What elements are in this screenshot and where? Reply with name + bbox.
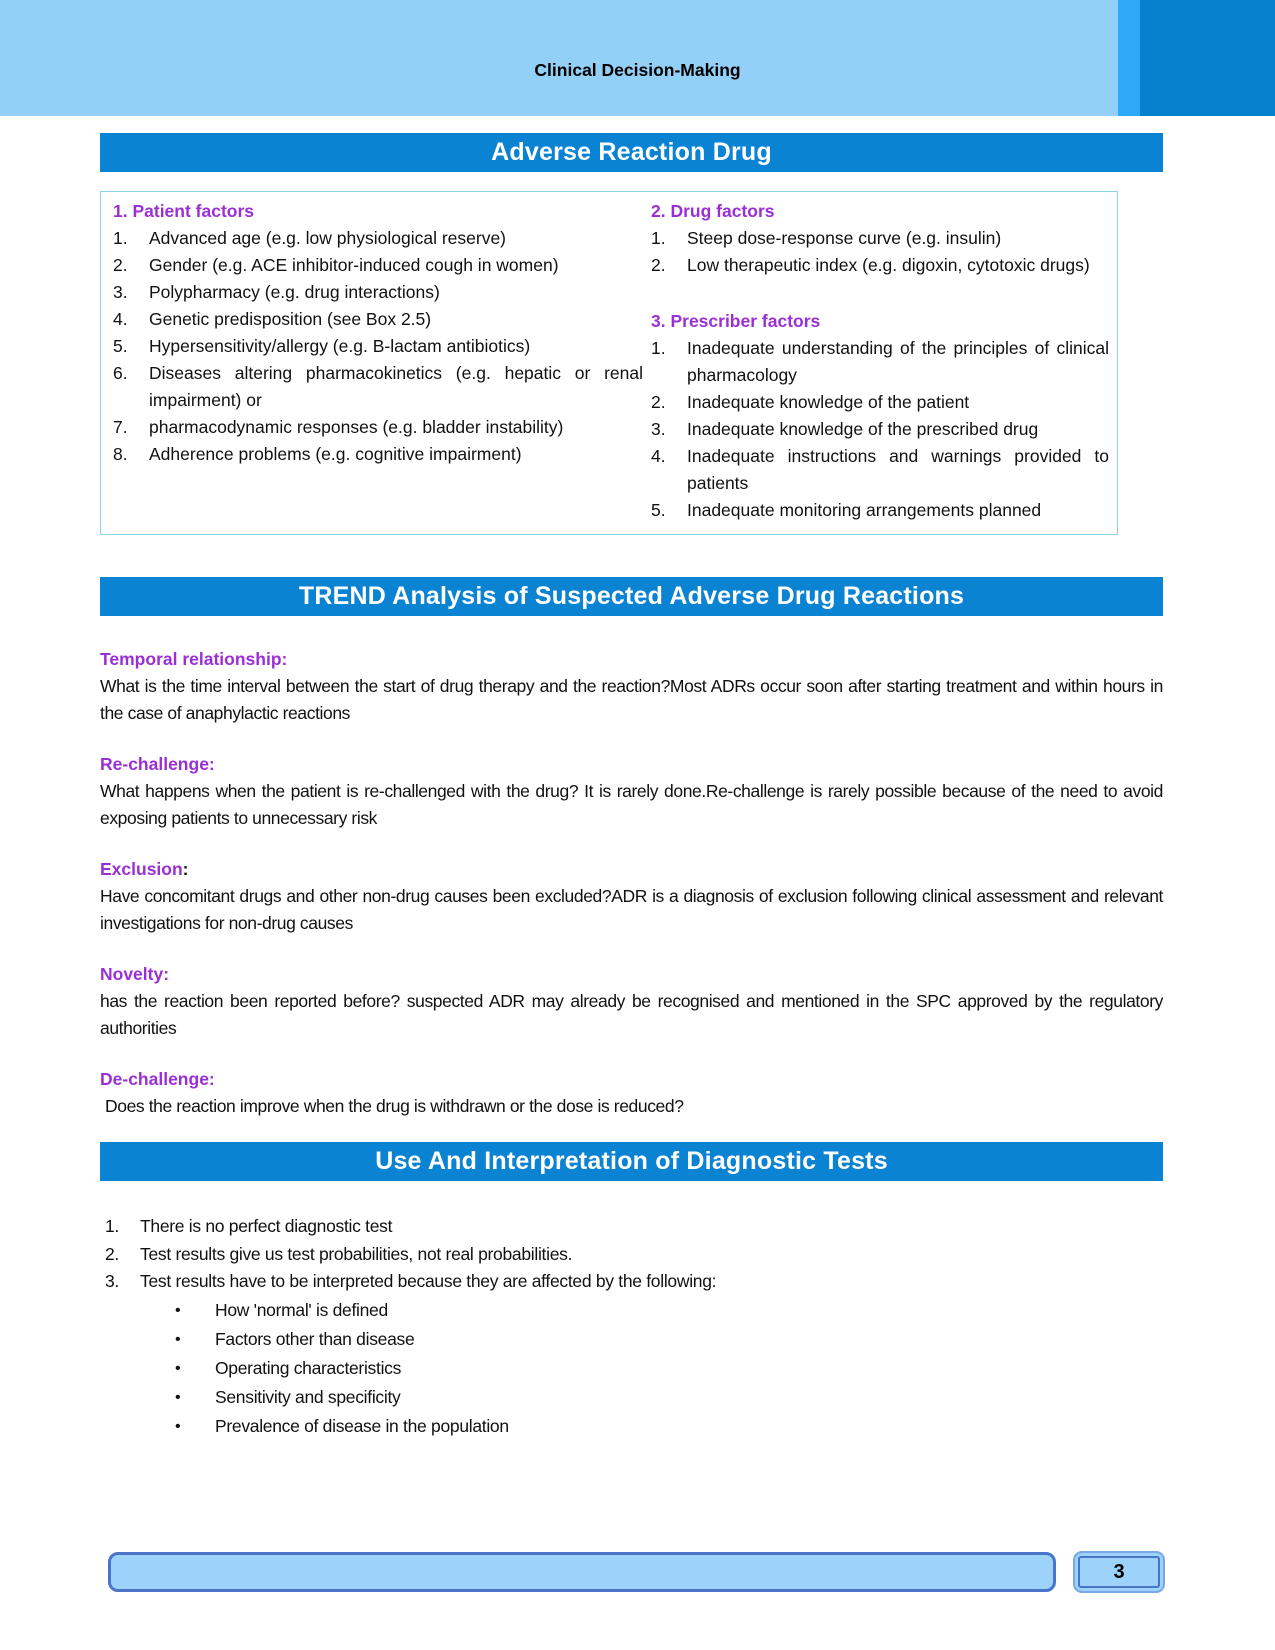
- bullet-item-text: How 'normal' is defined: [215, 1299, 388, 1320]
- trend-heading-dechallenge: [100, 1066, 1163, 1093]
- list-item-number: 8.: [113, 444, 128, 464]
- page-header: [0, 0, 1275, 116]
- patient-factor-item: [113, 225, 643, 252]
- list-item-text: Inadequate knowledge of the prescribed drug: [687, 419, 1039, 439]
- page-content: [100, 116, 1163, 1441]
- list-item-text: Test results give us test probabilities, not real probabilities.: [140, 1243, 573, 1264]
- trend-heading-novelty: [100, 961, 1163, 988]
- list-item-text: Steep dose-response curve (e.g. insulin): [687, 228, 1002, 248]
- bullet-item-text: Factors other than disease: [215, 1328, 415, 1349]
- list-item-text: Hypersensitivity/allergy (e.g. B-lactam antibiotics): [149, 336, 531, 356]
- list-item-number: 3.: [105, 1271, 119, 1291]
- list-item-text: Low therapeutic index (e.g. digoxin, cytotoxic drugs): [687, 255, 1090, 275]
- bullet-icon: •: [175, 1417, 181, 1435]
- diagnostic-list-item: [100, 1213, 1163, 1241]
- list-item-number: 4.: [113, 309, 128, 329]
- list-item-number: 3.: [113, 282, 128, 302]
- bullet-item-text: Sensitivity and specificity: [215, 1386, 401, 1407]
- trend-heading-rechallenge: [100, 751, 1163, 778]
- patient-factor-item: [113, 252, 643, 279]
- bullet-item-text: Prevalence of disease in the population: [215, 1415, 509, 1436]
- header-corner-block: [1140, 0, 1275, 116]
- diagnostic-list-item: [100, 1241, 1163, 1269]
- section-banner-trend: TREND Analysis of Suspected Adverse Drug Reactions: [100, 577, 1163, 616]
- list-item-text: Gender (e.g. ACE inhibitor-induced cough in women): [149, 255, 559, 275]
- trend-section-exclusion: [100, 856, 1163, 937]
- list-item-number: 7.: [113, 417, 128, 437]
- patient-factor-item: [113, 279, 643, 306]
- patient-factor-item: [113, 360, 643, 414]
- list-item-text: Adherence problems (e.g. cognitive impairment): [149, 444, 522, 464]
- list-item-number: 1.: [651, 228, 666, 248]
- trend-body-rechallenge: What happens when the patient is re-challenged with the drug? It is rarely done.Re-challenge is rarely possible because of the need to avoid exposing patients to unnecessary risk: [100, 781, 1163, 828]
- list-item-text: Advanced age (e.g. low physiological reserve): [149, 228, 506, 248]
- trend-section-temporal: [100, 646, 1163, 727]
- trend-heading-colon: :: [182, 859, 189, 879]
- patient-factor-item: [113, 306, 643, 333]
- trend-body-temporal: What is the time interval between the start of drug therapy and the reaction?Most ADRs occur soon after starting treatment and within hours in the case of anaphylactic reactions: [100, 676, 1163, 723]
- factors-box-left-column: [113, 198, 643, 524]
- footer-bar: [108, 1552, 1056, 1592]
- list-item-text: Inadequate monitoring arrangements planned: [687, 500, 1042, 520]
- list-item-number: 2.: [651, 392, 666, 412]
- list-item-number: 6.: [113, 363, 128, 383]
- section-banner-adverse: Adverse Reaction Drug: [100, 133, 1163, 172]
- list-item-text: Inadequate instructions and warnings provided to patients: [687, 446, 1109, 493]
- list-item-text: Genetic predisposition (see Box 2.5): [149, 309, 432, 329]
- prescriber-factor-item: [651, 416, 1109, 443]
- prescriber-factor-item: [651, 443, 1109, 497]
- list-item-text: pharmacodynamic responses (e.g. bladder instability): [149, 417, 564, 437]
- list-item-number: 4.: [651, 446, 666, 466]
- list-item-number: 2.: [113, 255, 128, 275]
- bullet-icon: •: [175, 1330, 181, 1348]
- trend-heading-text: Novelty:: [100, 964, 170, 984]
- prescriber-factor-item: [651, 497, 1109, 524]
- bullet-icon: •: [175, 1301, 181, 1319]
- diagnostic-bullet-item: [100, 1325, 1163, 1354]
- list-item-number: 1.: [113, 228, 128, 248]
- page-number: 3: [1078, 1556, 1160, 1588]
- header-accent-strip: [1118, 0, 1140, 116]
- section-banner-diagnostic: Use And Interpretation of Diagnostic Tests: [100, 1142, 1163, 1181]
- list-item-number: 1.: [651, 338, 666, 358]
- diagnostic-bullet-item: [100, 1296, 1163, 1325]
- list-item-text: Inadequate understanding of the principles of clinical pharmacology: [687, 338, 1109, 385]
- list-item-text: Diseases altering pharmacokinetics (e.g. hepatic or renal impairment) or: [149, 363, 643, 410]
- factors-box-right-column: [651, 198, 1109, 524]
- diagnostic-list-item: [100, 1268, 1163, 1296]
- prescriber-factor-item: [651, 335, 1109, 389]
- page-number-box: [1073, 1551, 1165, 1593]
- drug-factors-heading: 2. Drug factors: [651, 201, 775, 221]
- prescriber-factors-heading: 3. Prescriber factors: [651, 311, 821, 331]
- drug-factor-item: [651, 252, 1109, 279]
- patient-factor-item: [113, 441, 643, 468]
- bullet-icon: •: [175, 1359, 181, 1377]
- bullet-item-text: Operating characteristics: [215, 1357, 402, 1378]
- list-item-number: 2.: [105, 1243, 119, 1264]
- page-header-title: Clinical Decision-Making: [534, 60, 741, 80]
- patient-factor-item: [113, 333, 643, 360]
- trend-heading-exclusion: [100, 856, 1163, 883]
- trend-section-novelty: [100, 961, 1163, 1042]
- patient-factors-heading: 1. Patient factors: [113, 201, 255, 221]
- trend-heading-temporal: [100, 646, 1163, 673]
- trend-heading-text: Temporal relationship:: [100, 649, 288, 669]
- diagnostic-bullet-item: [100, 1412, 1163, 1441]
- factors-box: [100, 191, 1118, 535]
- list-item-text: Test results have to be interpreted because they are affected by the following:: [140, 1271, 717, 1291]
- list-item-number: 1.: [105, 1216, 119, 1236]
- trend-heading-text: Exclusion: [100, 859, 183, 879]
- diagnostic-bullet-item: [100, 1383, 1163, 1412]
- list-item-text: Inadequate knowledge of the patient: [687, 392, 970, 412]
- list-item-number: 5.: [113, 336, 128, 356]
- trend-body-novelty: has the reaction been reported before? suspected ADR may already be recognised and mentioned in the SPC approved by the regulatory authorities: [100, 991, 1163, 1038]
- list-item-text: Polypharmacy (e.g. drug interactions): [149, 282, 440, 302]
- list-item-text: There is no perfect diagnostic test: [140, 1216, 393, 1236]
- trend-section-dechallenge: [100, 1066, 1163, 1120]
- bullet-icon: •: [175, 1388, 181, 1406]
- list-item-number: 2.: [651, 255, 666, 275]
- trend-body-exclusion: Have concomitant drugs and other non-drug causes been excluded?ADR is a diagnosis of exclusion following clinical assessment and relevant investigations for non-drug causes: [100, 886, 1163, 933]
- trend-body-dechallenge: Does the reaction improve when the drug is withdrawn or the dose is reduced?: [105, 1096, 684, 1116]
- trend-heading-text: De-challenge:: [100, 1069, 215, 1089]
- trend-heading-text: Re-challenge:: [100, 754, 215, 774]
- list-item-number: 5.: [651, 500, 666, 520]
- diagnostic-bullet-item: [100, 1354, 1163, 1383]
- list-item-number: 3.: [651, 419, 666, 439]
- patient-factor-item: [113, 414, 643, 441]
- trend-section-rechallenge: [100, 751, 1163, 832]
- drug-factor-item: [651, 225, 1109, 252]
- prescriber-factor-item: [651, 389, 1109, 416]
- diagnostic-list: [100, 1213, 1163, 1441]
